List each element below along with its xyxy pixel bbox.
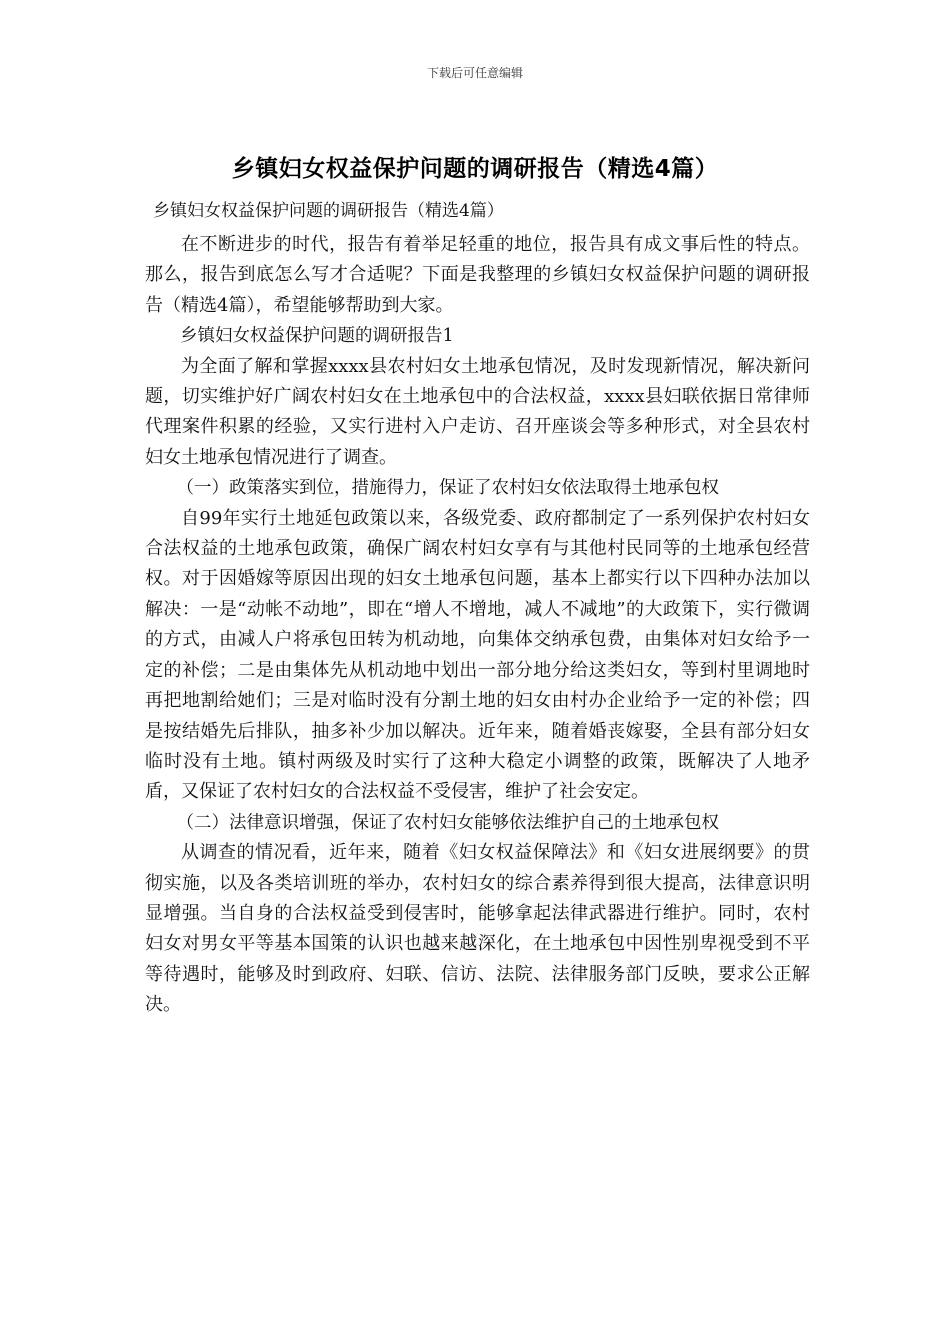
section-heading-2: （二）法律意识增强，保证了农村妇女能够依法维护自己的土地承包权	[176, 812, 719, 833]
section-body-1: 自99年实行土地延包政策以来，各级党委、政府都制定了一系列保护农村妇女合法权益的土地承包政策，确保广阔农村妇女享有与其他村民同等的土地承包经营权。对于因婚嫁等原因出现的妇女土地承包问题，基本上都实行以下四种办法加以解决：一是“动帐不动地”，即在“增人不增地，减人不减地”的大政策下，实行微调的方式，由减人户将承包田转为机动地，向集体交纳承包费，由集体对妇女给予一定的补偿；二是由集体先从机动地中划出一部分地分给这类妇女，等到村里调地时再把地割给她们；三是对临时没有分割土地的妇女由村办企业给予一定的补偿；四是按结婚先后排队，抽多补少加以解决。近年来，随着婚丧嫁娶，全县有部分妇女临时没有土地。镇村两级及时实行了这种大稳定小调整的政策，既解决了人地矛盾，又保证了农村妇女的合法权益不受侵害，维护了社会安定。	[145, 507, 810, 803]
page-header-note: 下载后可任意编辑	[426, 66, 523, 80]
document-subtitle: 乡镇妇女权益保护问题的调研报告（精选4篇）	[153, 201, 504, 221]
body-paragraph-1: 为全面了解和掌握xxxx县农村妇女土地承包情况，及时发现新情况，解决新问题，切实维护好广阔农村妇女在土地承包中的合法权益，xxxx县妇联依据日常律师代理案件积累的经验，又实行进村入户走访、召开座谈会等多种形式，对全县农村妇女土地承包情况进行了调查。	[145, 355, 810, 468]
section-heading-1: （一）政策落实到位，措施得力，保证了农村妇女依法取得土地承包权	[176, 478, 719, 499]
document-title: 乡镇妇女权益保护问题的调研报告（精选4篇）	[231, 156, 719, 182]
document-body	[145, 196, 810, 1021]
report-heading: 乡镇妇女权益保护问题的调研报告1	[180, 326, 454, 347]
intro-paragraph: 在不断进步的时代，报告有着举足轻重的地位，报告具有成文事后性的特点。那么，报告到底怎么写才合适呢？下面是我整理的乡镇妇女权益保护问题的调研报告（精选4篇），希望能够帮助到大家。	[145, 234, 810, 316]
section-body-2: 从调查的情况看，近年来，随着《妇女权益保障法》和《妇女进展纲要》的贯彻实施，以及各类培训班的举办，农村妇女的综合素养得到很大提高，法律意识明显增强。当自身的合法权益受到侵害时，能够拿起法律武器进行维护。同时，农村妇女对男女平等基本国策的认识也越来越深化，在土地承包中因性别卑视受到不平等待遇时，能够及时到政府、妇联、信访、法院、法律服务部门反映，要求公正解决。	[145, 842, 810, 1016]
